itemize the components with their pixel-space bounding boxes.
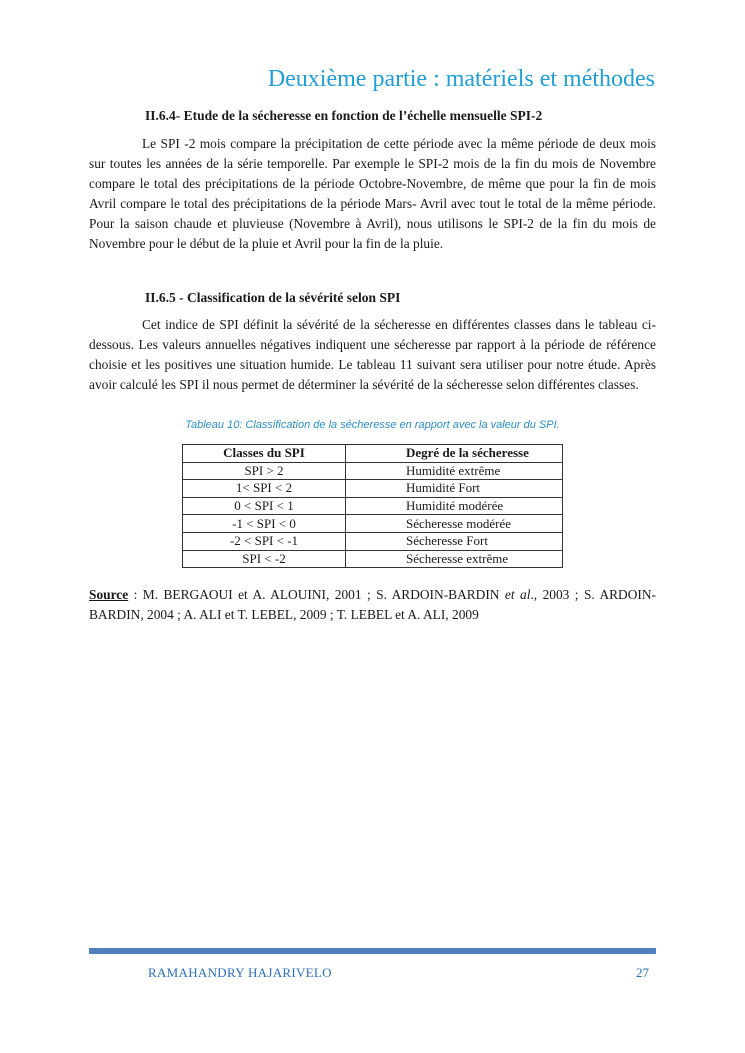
footer-divider-bar xyxy=(89,948,656,954)
table-cell-class: -2 < SPI < -1 xyxy=(183,532,346,550)
table-cell-degree: Sécheresse Fort xyxy=(346,532,563,550)
paragraph-spi2: Le SPI -2 mois compare la précipitation de cette période avec la même période de deux mois sur toutes les années de la série temporelle. Par exemple le SPI-2 mois de la fin du mois de Novembre compare le total des précipitations de la période Octobre-Novembre, de même que pour la fin de mois Avril compare le total des précipitations de la période Mars- Avril avec tout le total de la même période. Pour la saison chaude et pluvieuse (Novembre à Avril), nous utilisons le SPI-2 de la fin du mois de Novembre pour le début de la pluie et Avril pour la fin de la pluie. xyxy=(89,136,656,251)
table-row xyxy=(183,462,563,480)
section-heading-classification: II.6.5 - Classification de la sévérité selon SPI xyxy=(145,290,401,305)
source-et-al: et al xyxy=(504,587,531,602)
source-text-part1: : M. BERGAOUI et A. ALOUINI, 2001 ; S. ARDOIN-BARDIN xyxy=(128,587,505,602)
paragraph-classification: Cet indice de SPI définit la sévérité de la sécheresse en différentes classes dans le tableau ci-dessous. Les valeurs annuelles négatives indiquent une sécheresse par rapport à la période de référence choisie et les positives une situation humide. Le tableau 11 suivant sera utiliser pour notre étude. Après avoir calculé les SPI il nous permet de déterminer la sévérité de la sécheresse selon différentes classes. xyxy=(89,317,656,392)
table-cell-class: 1< SPI < 2 xyxy=(183,480,346,498)
table-cell-class: -1 < SPI < 0 xyxy=(183,515,346,533)
table-row xyxy=(183,550,563,568)
table-cell-class: 0 < SPI < 1 xyxy=(183,497,346,515)
source-text-part2: ., 2003 ; S. ARDOIN-BARDIN, 2004 ; A. ALI et T. LEBEL, 2009 ; T. LEBEL et A. ALI, 2009 xyxy=(89,587,656,622)
footer-author: RAMAHANDRY HAJARIVELO xyxy=(148,965,332,980)
table-row xyxy=(183,497,563,515)
table-cell-degree: Sécheresse extrême xyxy=(346,550,563,568)
table-caption: Tableau 10: Classification de la sécheresse en rapport avec la valeur du SPI. xyxy=(185,419,560,431)
table-cell-class: SPI > 2 xyxy=(183,462,346,480)
table-header-cell: Degré de la sécheresse xyxy=(346,445,563,463)
table-row xyxy=(183,480,563,498)
table-cell-degree: Humidité extrême xyxy=(346,462,563,480)
table-row xyxy=(183,532,563,550)
spi-classification-table xyxy=(182,444,563,568)
source-label: Source xyxy=(89,587,129,602)
source-citation xyxy=(89,585,656,625)
table-cell-class: SPI < -2 xyxy=(183,550,346,568)
page-header-title: Deuxième partie : matériels et méthodes xyxy=(267,66,655,92)
table-header-row xyxy=(183,445,563,463)
table-cell-degree: Sécheresse modérée xyxy=(346,515,563,533)
table-cell-degree: Humidité Fort xyxy=(346,480,563,498)
table-cell-degree: Humidité modérée xyxy=(346,497,563,515)
table-header-cell: Classes du SPI xyxy=(183,445,346,463)
section-heading-spi2: II.6.4- Etude de la sécheresse en fonction de l’échelle mensuelle SPI-2 xyxy=(145,108,543,123)
table-row xyxy=(183,515,563,533)
footer-page-number: 27 xyxy=(636,965,649,980)
